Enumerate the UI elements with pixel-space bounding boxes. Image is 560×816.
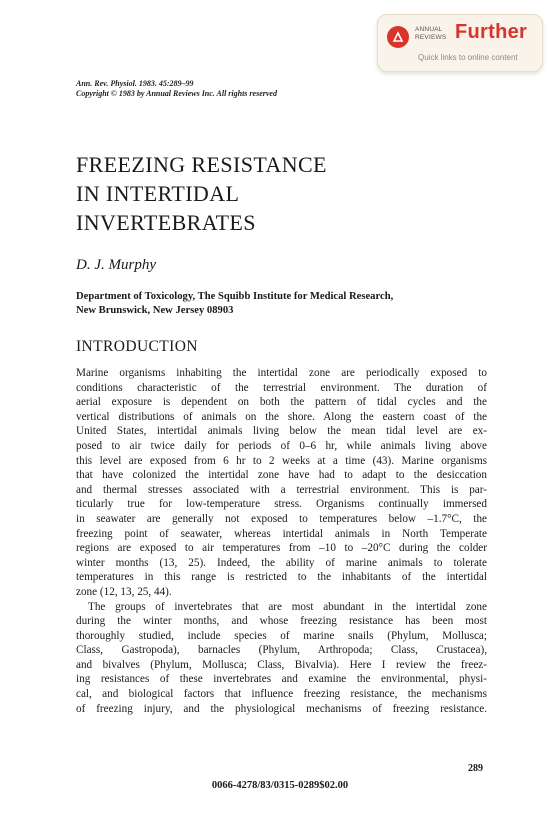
journal-citation (76, 79, 277, 99)
author-affiliation (76, 290, 393, 318)
author-name: D. J. Murphy (76, 257, 156, 273)
body-line: and bivalves (Phylum, Mollusca; Class, Bivalvia). Here I review the freez- (76, 658, 487, 671)
body-line: regions are exposed to air temperatures from –10 to –20°C during the colder (76, 542, 487, 555)
body-line: that have colonized the intertidal zone have had to adapt to the desiccation (76, 469, 487, 482)
citation-line: Ann. Rev. Physiol. 1983. 45:289–99 (76, 79, 194, 88)
title-line: IN INTERTIDAL (76, 181, 240, 206)
title-line: INVERTEBRATES (76, 210, 256, 235)
footer-code: 0066-4278/83/0315-0289$02.00 (211, 780, 349, 791)
further-subtitle: Quick links to online content (418, 53, 518, 62)
body-line: vertical distributions of animals on the shore. Along the eastern coast of the (76, 410, 487, 423)
section-heading: INTRODUCTION (76, 338, 198, 355)
body-line: ticularly true for low-temperature stress. Organisms continually immersed (76, 498, 487, 511)
body-line: The groups of invertebrates that are most abundant in the intertidal zone (88, 600, 487, 613)
title-line: FREEZING RESISTANCE (76, 152, 327, 177)
body-line: of freezing injury, and the physiological mechanisms of freezing resistance. (76, 702, 487, 715)
body-line: posed to air twice daily for periods of 0–6 hr, while animals living above (76, 439, 487, 452)
article-title (76, 150, 327, 237)
body-line: freezing point of seawater, whereas intertidal animals in North Temperate (76, 527, 487, 540)
body-line: temperatures in this range is restricted to the inhabitants of the intertidal (76, 571, 487, 584)
further-badge[interactable] (377, 14, 543, 72)
affiliation-line: Department of Toxicology, The Squibb Institute for Medical Research, (76, 291, 394, 302)
copyright-line: Copyright © 1983 by Annual Reviews Inc. All rights reserved (76, 89, 277, 98)
page-number: 289 (468, 763, 483, 774)
annual-reviews-logo-icon (387, 26, 409, 48)
body-line: thoroughly studied, include species of marine snails (Phylum, Mollusca; (76, 629, 487, 642)
body-line: during the winter months, and whose freezing resistance has been most (76, 615, 487, 628)
body-line: ing resistances of these invertebrates and examine the environmental, physi- (76, 673, 487, 686)
body-line: United States, intertidal animals living below the mean tidal level are ex- (76, 425, 487, 438)
body-text (76, 366, 487, 716)
body-line: Marine organisms inhabiting the intertidal zone are periodically exposed to (76, 367, 487, 379)
body-line: conditions characteristic of the terrestrial environment. The duration of (76, 381, 487, 394)
body-line: Class, Gastropoda), barnacles (Phylum, Arthropoda; Class, Crustacea), (76, 644, 487, 657)
body-line: aerial exposure is dependent on both the pattern of tidal cycles and the (76, 396, 487, 409)
body-line: in seawater are generally not exposed to temperatures below –1.7°C, the (76, 512, 487, 525)
further-label: Further (455, 21, 528, 43)
body-line: zone (12, 13, 25, 44). (76, 585, 172, 598)
body-line: and thermal stresses associated with a terrestrial environment. This is par- (76, 483, 487, 496)
body-line: this level are exposed from 6 hr to 2 weeks at a time (43). Marine organisms (76, 454, 487, 467)
annual-reviews-wordmark: ANNUAL REVIEWS (415, 26, 447, 41)
affiliation-line: New Brunswick, New Jersey 08903 (76, 305, 234, 316)
body-line: cal, and biological factors that influence freezing resistance, the mechanisms (76, 688, 487, 701)
body-line: winter months (13, 25). Indeed, the ability of marine animals to tolerate (76, 556, 487, 569)
